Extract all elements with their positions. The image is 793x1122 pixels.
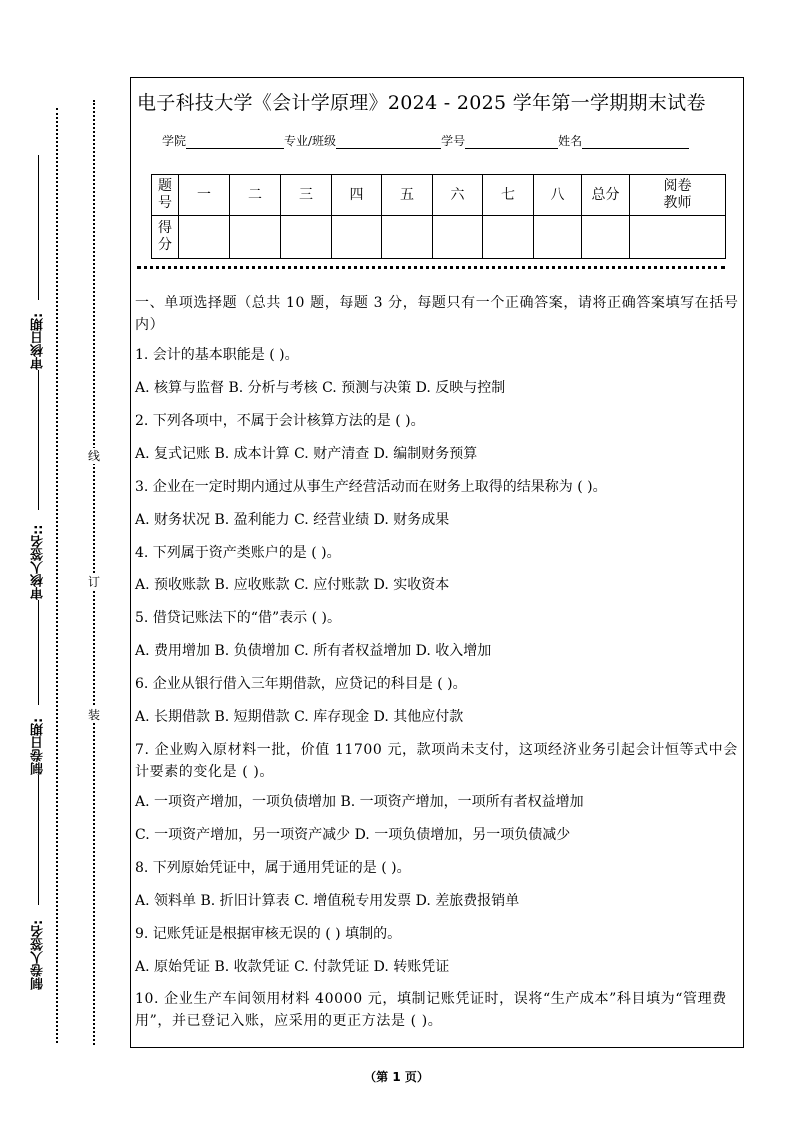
question-number-header: 题号 <box>152 175 179 216</box>
major-class-field[interactable] <box>336 136 441 149</box>
binding-char-staple: 订 <box>87 575 100 589</box>
name-label: 姓名 <box>558 134 583 148</box>
question-options: A. 长期借款 B. 短期借款 C. 库存现金 D. 其他应付款 <box>135 709 464 725</box>
reviewer-cell[interactable] <box>630 216 726 259</box>
student-id-label: 学号 <box>441 134 466 148</box>
question-stem: 1. 会计的基本职能是 ( )。 <box>135 347 299 363</box>
section-heading: 一、单项选择题（总共 10 题，每题 3 分，每题只有一个正确答案，请将正确答案填写在括号内） <box>135 295 739 333</box>
college-field[interactable] <box>186 136 284 149</box>
score-cell[interactable] <box>179 216 230 259</box>
score-cell[interactable] <box>332 216 382 259</box>
reviewer-header: 阅卷教师 <box>630 175 726 216</box>
score-cell[interactable] <box>483 216 534 259</box>
col-header: 四 <box>332 175 382 216</box>
score-cell[interactable] <box>433 216 483 259</box>
score-cell[interactable] <box>534 216 582 259</box>
reviewer-date-label: 审核日期: <box>31 312 46 370</box>
col-header: 二 <box>230 175 281 216</box>
student-info-row <box>162 132 689 149</box>
question-stem: 8. 下列原始凭证中，属于通用凭证的是 ( )。 <box>135 860 411 876</box>
sign-line-maker-date <box>38 600 39 705</box>
score-cell[interactable] <box>281 216 332 259</box>
question-stem: 4. 下列属于资产类账户的是 ( )。 <box>135 545 341 561</box>
question-options: A. 预收账款 B. 应收账款 C. 应付账款 D. 实收资本 <box>135 577 450 593</box>
score-cell[interactable] <box>230 216 281 259</box>
question-stem: 7. 企业购入原材料一批，价值 11700 元，款项尚未支付，这项经济业务引起会计恒等式中会计要素的变化是 ( )。 <box>135 742 738 780</box>
page-number: （第 1 页） <box>364 1070 429 1084</box>
question-options: A. 一项资产增加，一项负债增加 B. 一项资产增加，一项所有者权益增加 <box>135 794 584 810</box>
col-header: 六 <box>433 175 483 216</box>
total-score-cell[interactable] <box>582 216 630 259</box>
binding-dotted-line-right <box>93 100 95 1045</box>
col-header: 一 <box>179 175 230 216</box>
sign-line-reviewer-signature <box>38 370 39 510</box>
maker-signature-label: 制卷人签名: <box>31 919 46 990</box>
question-stem: 2. 下列各项中，不属于会计核算方法的是 ( )。 <box>135 413 425 429</box>
question-stem: 9. 记账凭证是根据审核无误的 ( ) 填制的。 <box>135 926 402 942</box>
question-options: A. 领料单 B. 折旧计算表 C. 增值税专用发票 D. 差旅费报销单 <box>135 893 520 909</box>
question-stem: 5. 借贷记账法下的“借”表示 ( )。 <box>135 610 341 626</box>
question-options: A. 财务状况 B. 盈利能力 C. 经营业绩 D. 财务成果 <box>135 512 450 528</box>
total-header: 总分 <box>582 175 630 216</box>
student-id-field[interactable] <box>465 136 558 149</box>
reviewer-signature-label: 审核人签名:: <box>31 524 46 600</box>
question-options: C. 一项资产增加，另一项资产减少 D. 一项负债增加，另一项负债减少 <box>135 827 571 843</box>
college-label: 学院 <box>162 134 187 148</box>
binding-char-bind: 装 <box>87 708 100 722</box>
major-class-label: 专业/班级 <box>284 134 337 148</box>
sign-line-maker-signature <box>38 775 39 905</box>
question-options: A. 核算与监督 B. 分析与考核 C. 预测与决策 D. 反映与控制 <box>135 380 506 396</box>
sign-line-reviewer-date <box>38 155 39 300</box>
score-table <box>151 174 726 259</box>
binding-dotted-line-left <box>56 108 58 1043</box>
binding-char-line: 线 <box>87 449 100 463</box>
question-options: A. 原始凭证 B. 收款凭证 C. 付款凭证 D. 转账凭证 <box>135 959 450 975</box>
maker-date-label: 制卷日期: <box>31 717 46 775</box>
question-stem: 3. 企业在一定时期内通过从事生产经营活动而在财务上取得的结果称为 ( )。 <box>135 479 607 495</box>
question-options: A. 费用增加 B. 负债增加 C. 所有者权益增加 D. 收入增加 <box>135 643 492 659</box>
name-field[interactable] <box>582 136 689 149</box>
question-options: A. 复式记账 B. 成本计算 C. 财产清查 D. 编制财务预算 <box>135 446 478 462</box>
col-header: 五 <box>382 175 433 216</box>
question-stem: 10. 企业生产车间领用材料 40000 元，填制记账凭证时，误将“生产成本”科目填为“管理费用”，并已登记入账，应采用的更正方法是 ( )。 <box>135 991 727 1029</box>
score-row-header: 得分 <box>152 216 179 259</box>
col-header: 三 <box>281 175 332 216</box>
col-header: 七 <box>483 175 534 216</box>
col-header: 八 <box>534 175 582 216</box>
question-stem: 6. 企业从银行借入三年期借款，应贷记的科目是 ( )。 <box>135 676 467 692</box>
dotted-separator <box>137 266 725 269</box>
exam-title: 电子科技大学《会计学原理》2024 - 2025 学年第一学期期末试卷 <box>137 92 706 114</box>
score-cell[interactable] <box>382 216 433 259</box>
